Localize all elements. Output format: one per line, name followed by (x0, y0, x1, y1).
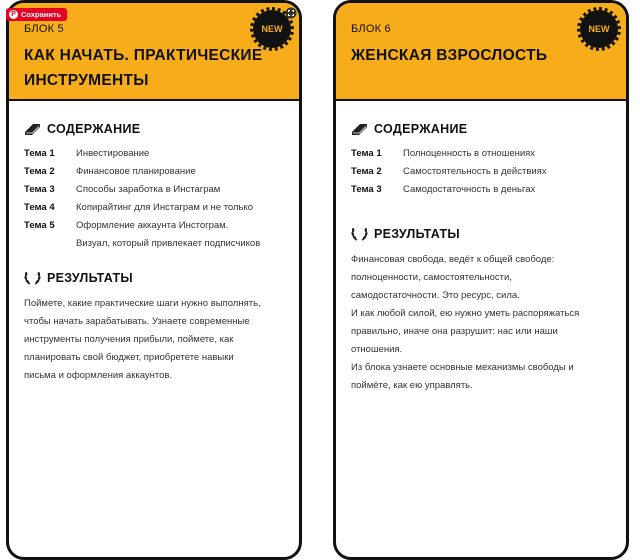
list-item: Визуал, который привлекает подписчиков (76, 238, 261, 249)
list-item: Тема 1 Полноценность в отношениях (351, 148, 536, 159)
contents-heading: СОДЕРЖАНИЕ (24, 122, 284, 136)
list-item: Тема 2 Финансовое планирование (24, 166, 196, 177)
card-header (336, 3, 626, 101)
block-label: БЛОК 6 (351, 23, 391, 35)
contents-heading: СОДЕРЖАНИЕ (351, 122, 611, 136)
card-title-line: КАК НАЧАТЬ. ПРАКТИЧЕСКИЕ (24, 47, 263, 64)
laurel-icon (351, 226, 368, 241)
expand-icon[interactable] (285, 7, 297, 19)
results-heading: РЕЗУЛЬТАТЫ (24, 270, 284, 285)
list-item: Тема 3 Способы заработка в Инстаграм (24, 184, 221, 195)
card-title-line: ИНСТРУМЕНТЫ (24, 72, 149, 89)
card-title (351, 43, 611, 68)
list-item: Тема 2 Самостоятельность в действиях (351, 166, 547, 177)
course-block-card (6, 0, 302, 560)
new-badge: NEW (580, 10, 618, 48)
block-label: БЛОК 5 (24, 23, 64, 35)
card-title-line: ЖЕНСКАЯ ВЗРОСЛОСТЬ (351, 47, 548, 64)
list-item: Тема 5 Оформление аккаунта Инстограм. (24, 220, 229, 231)
results-heading: РЕЗУЛЬТАТЫ (351, 226, 611, 241)
card-title (24, 43, 284, 93)
topics-list (351, 145, 611, 199)
list-item: Тема 3 Самодостаточность в деньгах (351, 184, 536, 195)
list-item: Тема 1 Инвестирование (24, 148, 150, 159)
pinterest-save-button[interactable] (6, 8, 67, 21)
book-icon (24, 123, 41, 136)
topics-list (24, 145, 284, 253)
book-icon (351, 123, 368, 136)
results-text: Поймете, какие практические шаги нужно выполнять, чтобы начать зарабатывать. Узнаете современные инструменты получения прибыли, поймете, как планировать свой бюджет, приобретете навыки письма и оформления аккаунтов. (24, 298, 261, 381)
new-badge: NEW (253, 10, 291, 48)
list-item: Тема 4 Копирайтинг для Инстаграм и не только (24, 202, 254, 213)
laurel-icon (24, 270, 41, 285)
results-text: Финансовая свобода, ведёт к общей свободе: полноценности, самостоятельности, самодостаточности. Это ресурс, сила. И как любой силой, ею нужно уметь распоряжаться правильно, иначе она разрушит: нас или наши отношения. Из блока узнаете основные механизмы свободы и поймёте, как ею управлять. (351, 254, 580, 391)
course-block-card (333, 0, 629, 560)
pinterest-icon: P (9, 10, 18, 19)
save-button-label: Сохранить (21, 10, 62, 19)
